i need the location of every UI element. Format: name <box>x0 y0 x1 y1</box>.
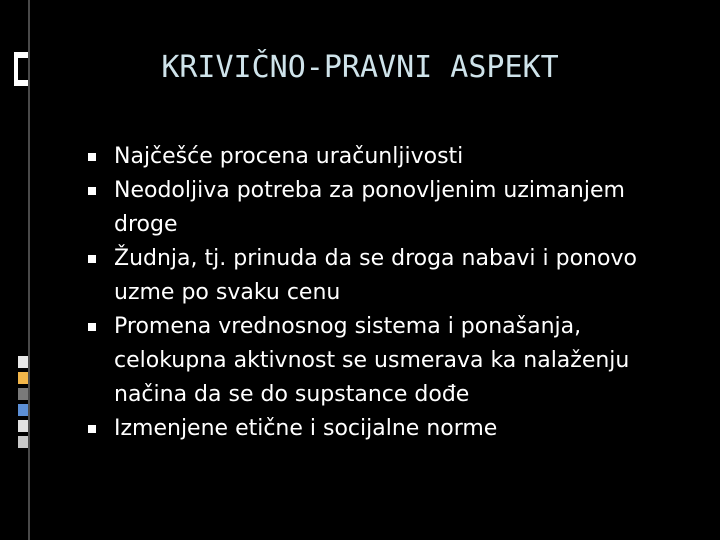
square-bullet-icon <box>88 187 96 195</box>
bullet-item <box>88 412 688 446</box>
bullet-text: Promena vrednosnog sistema i ponašanja, celokupna aktivnost se usmerava ka nalaženju načina da se do supstance dođe <box>114 314 630 407</box>
color-strip-segment <box>18 436 28 448</box>
color-strip-segment <box>18 420 28 432</box>
decorative-accent-block-inner <box>18 58 28 80</box>
color-strip-segment <box>18 372 28 384</box>
bullet-item <box>88 310 688 412</box>
bullet-item <box>88 242 688 310</box>
bullet-text: Žudnja, tj. prinuda da se droga nabavi i ponovo uzme po svaku cenu <box>114 246 637 305</box>
bullet-item <box>88 174 688 242</box>
color-strip-segment <box>18 388 28 400</box>
left-vertical-rule <box>28 0 30 540</box>
slide-title: KRIVIČNO-PRAVNI ASPEKT <box>161 50 559 85</box>
bullet-item <box>88 140 688 174</box>
bullet-list <box>88 140 688 446</box>
bullet-text: Neodoljiva potreba za ponovljenim uzimanjem droge <box>114 178 625 237</box>
bullet-text: Izmenjene etične i socijalne norme <box>114 416 498 441</box>
square-bullet-icon <box>88 323 96 331</box>
bullet-text: Najčešće procena uračunljivosti <box>114 144 464 169</box>
color-strip-segment <box>18 356 28 368</box>
square-bullet-icon <box>88 153 96 161</box>
color-strip-segment <box>18 404 28 416</box>
square-bullet-icon <box>88 255 96 263</box>
square-bullet-icon <box>88 425 96 433</box>
